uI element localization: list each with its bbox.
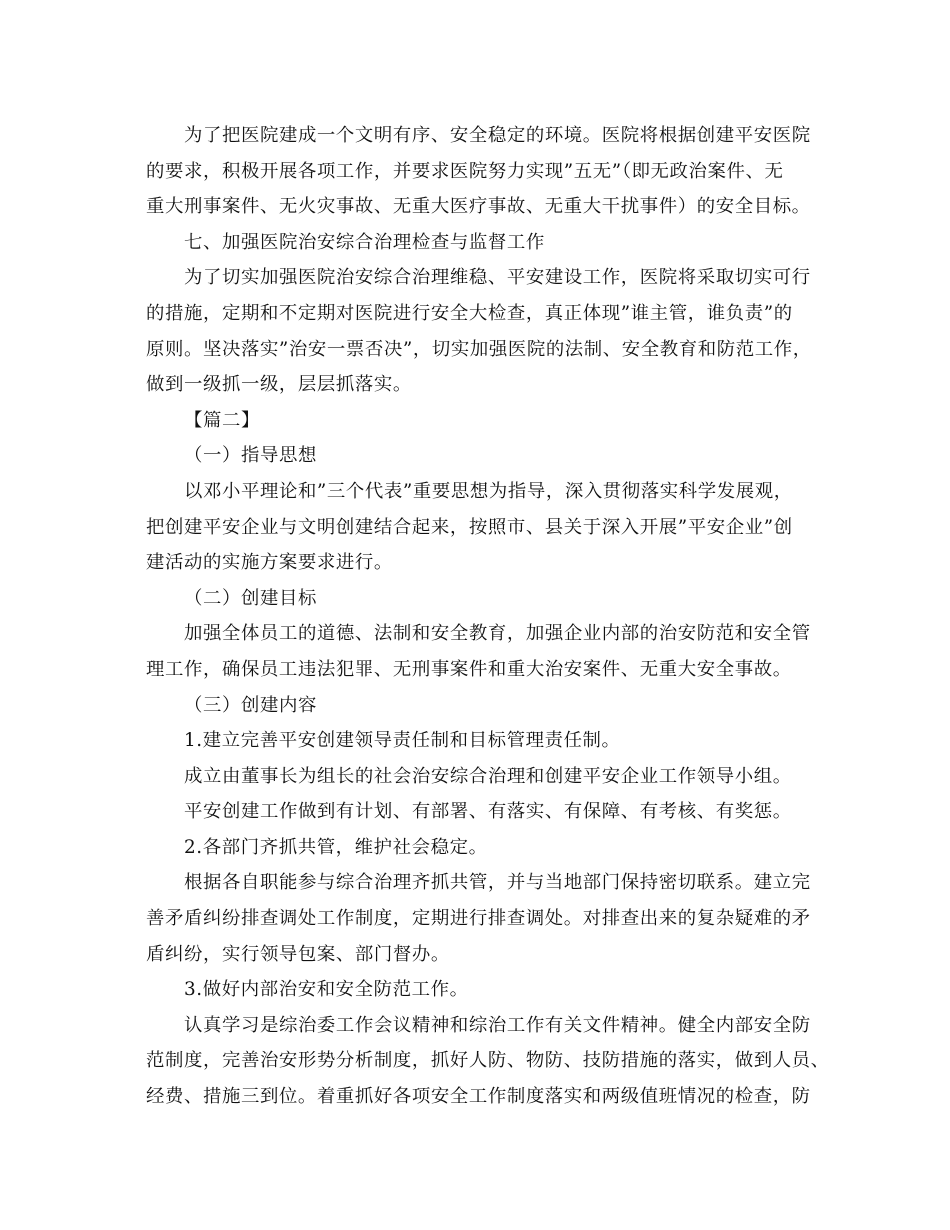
text-line: 经费、措施三到位。着重抓好各项安全工作制度落实和两级值班情况的检查，防	[146, 1086, 811, 1108]
text-line: 【篇二】	[184, 409, 260, 431]
text-line: 善矛盾纠纷排查调处工作制度，定期进行排查调处。对排查出来的复杂疑难的矛	[146, 908, 811, 930]
text-line: 做到一级抓一级，层层抓落实。	[146, 374, 412, 396]
text-line: 范制度，完善治安形势分析制度，抓好人防、物防、技防措施的落实，做到人员、	[146, 1050, 830, 1072]
text-line: 平安创建工作做到有计划、有部署、有落实、有保障、有考核、有奖惩。	[184, 801, 792, 823]
text-line: 以邓小平理论和”三个代表”重要思想为指导，深入贯彻落实科学发展观，	[184, 480, 793, 502]
text-line: 建活动的实施方案要求进行。	[146, 552, 393, 574]
text-line: 1.建立完善平安创建领导责任制和目标管理责任制。	[184, 730, 621, 752]
text-line: 重大刑事案件、无火灾事故、无重大医疗事故、无重大干扰事件）的安全目标。	[146, 196, 811, 218]
document-body	[146, 118, 830, 1115]
text-line: 把创建平安企业与文明创建结合起来，按照市、县关于深入开展”平安企业”创	[146, 516, 793, 538]
text-line: （三）创建内容	[184, 694, 317, 716]
text-line: 3.做好内部治安和安全防范工作。	[184, 979, 469, 1001]
text-line: 为了把医院建成一个文明有序、安全稳定的环境。医院将根据创建平安医院	[184, 125, 811, 146]
text-line: 成立由董事长为组长的社会治安综合治理和创建平安企业工作领导小组。	[184, 765, 792, 787]
text-line: 理工作，确保员工违法犯罪、无刑事案件和重大治安案件、无重大安全事故。	[146, 658, 792, 680]
text-line: 2.各部门齐抓共管，维护社会稳定。	[184, 836, 488, 858]
text-line: （二）创建目标	[184, 587, 317, 609]
text-line: 盾纠纷，实行领导包案、部门督办。	[146, 943, 450, 965]
text-line: 根据各自职能参与综合治理齐抓共管，并与当地部门保持密切联系。建立完	[184, 872, 811, 894]
text-line: 认真学习是综治委工作会议精神和综治工作有关文件精神。健全内部安全防	[184, 1014, 811, 1036]
text-line: （一）指导思想	[184, 445, 317, 467]
text-line: 原则。坚决落实”治安一票否决”，切实加强医院的法制、安全教育和防范工作，	[146, 338, 812, 360]
text-line: 的要求，积极开展各项工作，并要求医院努力实现”五无”（即无政治案件、无	[146, 160, 784, 182]
text-line: 为了切实加强医院治安综合治理维稳、平安建设工作，医院将采取切实可行	[184, 267, 811, 289]
text-line: 加强全体员工的道德、法制和安全教育，加强企业内部的治安防范和安全管	[184, 623, 811, 645]
text-line: 七、加强医院治安综合治理检查与监督工作	[184, 231, 545, 253]
text-line: 的措施，定期和不定期对医院进行安全大检查，真正体现”谁主管，谁负责”的	[146, 302, 793, 324]
